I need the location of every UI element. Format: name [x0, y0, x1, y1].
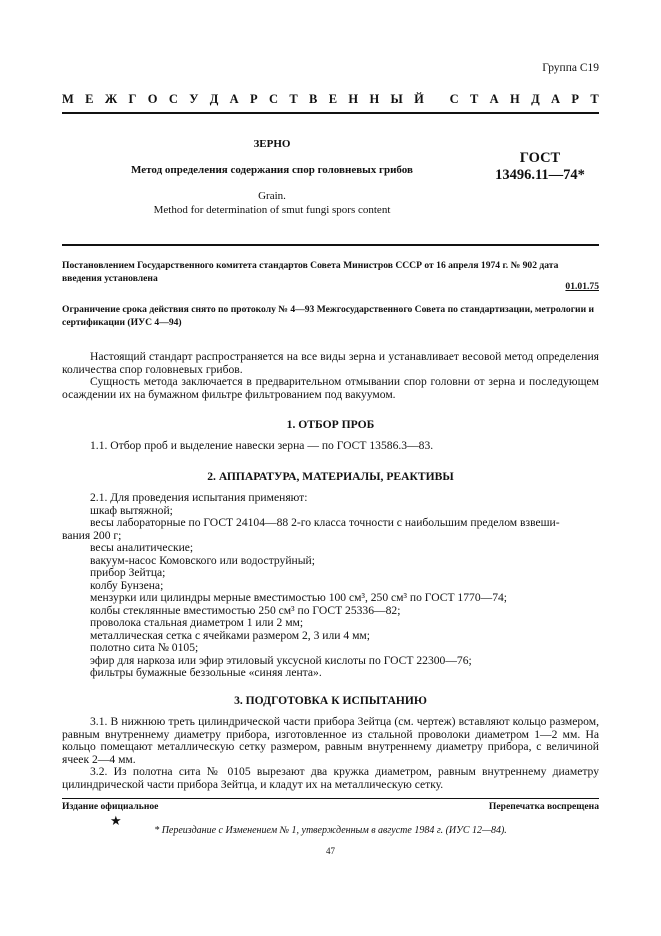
list-item: эфир для наркоза или эфир этиловый уксусной кислоты по ГОСТ 22300—76; [90, 653, 472, 667]
header-letter: Т [289, 92, 298, 106]
list-item: колбы стеклянные вместимостью 250 см³ по ГОСТ 25336—82; [90, 603, 401, 617]
header-letter: С [269, 92, 279, 106]
list-item: вакуум-насос Комовского или водоструйный; [90, 553, 315, 567]
header-letter: Е [85, 92, 94, 106]
header-letter: Д [531, 92, 540, 106]
section-1-text: 1.1. Отбор проб и выделение навески зерна — по ГОСТ 13586.3—83. [90, 439, 434, 452]
section-3-body [62, 716, 599, 791]
reprint-prohibited-label: Перепечатка воспрещена [488, 801, 599, 812]
header-letter: Ж [104, 92, 118, 106]
group-code: Группа С19 [542, 62, 599, 74]
list-item: весы аналитические; [90, 541, 194, 554]
section-3-paragraph: 3.2. Из полотна сита № 0105 вырезают два кружка диаметром, равным внутреннему диаметру цилиндрической части прибора Зейтца, и кладут их на металлическую сетку. [62, 765, 599, 791]
section-1-heading: 1. ОТБОР ПРОБ [286, 418, 375, 431]
section-3-paragraph: 3.1. В нижнюю треть цилиндрической части прибора Зейтца (см. чертеж) вставляют кольцо размером, равным внутреннему диаметру прибора, изготовленное из стальной проволоки диаметром 1—2 мм. На кольцо помещают металлическую сетку размером, равным внутреннему диаметру прибора, с величиной ячеек 2—4 мм. [62, 715, 599, 766]
header-letter: Н [510, 92, 520, 106]
official-edition-label: Издание официальное [62, 801, 159, 812]
subtitle-en: Method for determination of smut fungi spors content [153, 204, 391, 216]
list-item: весы лабораторные по ГОСТ 24104—88 2-го класса точности с наибольшим пределом взвеши- [90, 516, 560, 529]
gost-number [470, 150, 610, 184]
header-letter: Д [209, 92, 219, 106]
header-letter: Р [571, 92, 580, 106]
list-item: 2.1. Для проведения испытания применяют: [90, 491, 308, 504]
list-item: мензурки или цилиндры мерные вместимостью 100 см³, 250 см³ по ГОСТ 1770—74; [90, 591, 508, 604]
header-letter: Ы [390, 92, 403, 106]
intro-paragraph: Настоящий стандарт распространяется на все виды зерна и устанавливает весовой метод определения количества спор головневых грибов. [62, 350, 599, 376]
standard-header [62, 92, 599, 107]
header-letter: А [229, 92, 239, 106]
header-letter: Н [348, 92, 359, 106]
header-letter: Й [414, 92, 424, 106]
header-letter: В [309, 92, 318, 106]
footer-rule [62, 798, 599, 799]
reissue-note: * Переиздание с Изменением № 1, утвержденным в августе 1984 г. (ИУС 12—84). [154, 825, 507, 836]
section-3-heading: 3. ПОДГОТОВКА К ИСПЫТАНИЮ [234, 694, 427, 707]
header-letter: О [147, 92, 158, 106]
star-icon: ★ [110, 813, 122, 828]
gost-code: 13496.11—74* [495, 167, 585, 183]
intro [62, 351, 599, 401]
header-letter: Г [128, 92, 137, 106]
page-number: 47 [326, 846, 335, 856]
header-letter: У [189, 92, 199, 106]
list-item: проволока стальная диаметром 1 или 2 мм; [90, 616, 304, 629]
section-2-heading: 2. АППАРАТУРА, МАТЕРИАЛЫ, РЕАКТИВЫ [207, 470, 454, 483]
intro-paragraph: Сущность метода заключается в предварительном отмывании спор головни от зерна и последующем осаждении их на бумажном фильтре фильтрованием под вакуумом. [62, 375, 599, 401]
title-en: Grain. [258, 190, 286, 202]
header-letter: Т [590, 92, 599, 106]
title-rule [62, 244, 599, 246]
list-item: металлическая сетка с ячейками размером 2, 3 или 4 мм; [90, 628, 370, 642]
header-letter: А [551, 92, 561, 106]
decree-date: 01.01.75 [565, 281, 599, 292]
decree-text: Постановлением Государственного комитета стандартов Совета Министров СССР от 16 апреля 1974 г. № 902 дата введения установлена [62, 260, 559, 284]
header-letter: А [489, 92, 499, 106]
list-item: шкаф вытяжной; [90, 503, 173, 517]
list-item: фильтры бумажные беззольные «синяя лента». [90, 666, 322, 679]
section-1-body [62, 440, 599, 453]
section-2-list [62, 492, 599, 680]
title-ru: ЗЕРНО [253, 138, 291, 150]
header-letter: Н [369, 92, 380, 106]
header-rule [62, 112, 599, 114]
header-letter: С [449, 92, 459, 106]
list-item: вания 200 г; [62, 528, 122, 542]
header-letter: Р [250, 92, 258, 106]
header-gap [435, 92, 438, 107]
header-letter: М [62, 92, 74, 106]
list-item: полотно сита № 0105; [90, 641, 199, 654]
title-block [62, 138, 482, 217]
limitation-text: Ограничение срока действия снято по протоколу № 4—93 Межгосударственного Совета по стандартизации, метрологии и сертификации (ИУС 4—94) [62, 304, 595, 328]
subtitle-ru: Метод определения содержания спор головневых грибов [131, 164, 413, 176]
header-letter: С [168, 92, 178, 106]
list-item: колбу Бунзена; [90, 578, 164, 592]
list-item: прибор Зейтца; [90, 566, 166, 579]
header-letter: Т [469, 92, 479, 106]
gost-label: ГОСТ [519, 150, 561, 166]
header-letter: Е [328, 92, 338, 106]
